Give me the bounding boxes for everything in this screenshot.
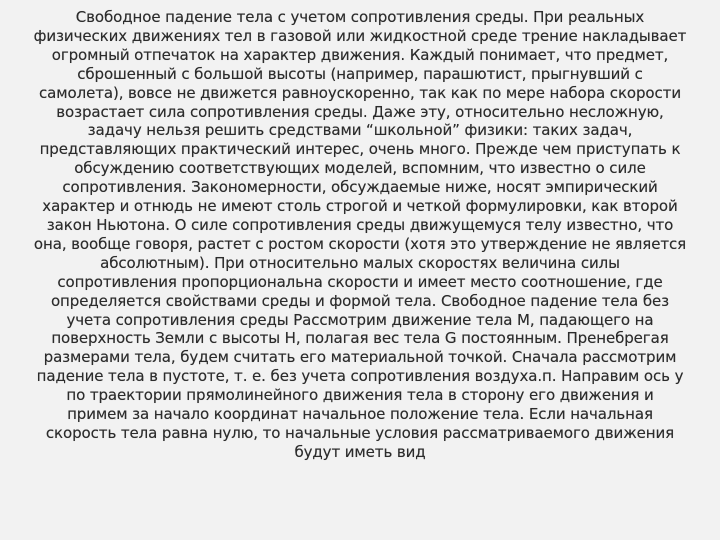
text-line: самолета), вовсе не движется равноускоренно, так как по мере набора скорости	[39, 83, 681, 102]
text-line: падение тела в пустоте, т. е. без учета сопротивления воздуха.п. Направим ось у	[36, 367, 684, 386]
text-line: скорость тела равна нулю, то начальные условия рассматриваемого движения	[45, 423, 675, 442]
text-line: примем за начало координат начальное положение тела. Если начальная	[67, 405, 653, 424]
text-line: учета сопротивления среды Рассмотрим движение тела М, падающего на	[66, 310, 654, 329]
text-line: огромный отпечаток на характер движения. Каждый понимает, что предмет,	[51, 45, 669, 64]
text-line: определяется свойствами среды и формой тела. Свободное падение тела без	[50, 291, 670, 310]
text-line: сброшенный с большой высоты (например, парашютист, прыгнувший с	[77, 64, 643, 83]
text-line: физических движениях тел в газовой или жидкостной среде трение накладывает	[33, 26, 687, 45]
text-line: абсолютным). При относительно малых скоростях величина силы	[100, 253, 620, 272]
text-line: обсуждению соответствующих моделей, вспомним, что известно о силе	[74, 159, 646, 178]
text-line: закон Ньютона. О силе сопротивления среды движущемуся телу известно, что	[46, 215, 674, 234]
text-line: представляющих практический интерес, очень много. Прежде чем приступать к	[39, 140, 681, 159]
text-line: характер и отнюдь не имеют столь строгой и четкой формулировки, как второй	[42, 197, 678, 216]
text-line: возрастает сила сопротивления среды. Даже эту, относительно несложную,	[56, 102, 664, 121]
text-line: сопротивления. Закономерности, обсуждаемые ниже, носят эмпирический	[62, 178, 658, 197]
text-line: она, вообще говоря, растет с ростом скорости (хотя это утверждение не является	[33, 234, 687, 253]
text-line: размерами тела, будем считать его материальной точкой. Сначала рассмотрим	[43, 348, 677, 367]
text-line: будут иметь вид	[294, 442, 426, 461]
body-text	[0, 8, 720, 462]
text-line: сопротивления пропорциональна скорости и имеет место соотношение, где	[57, 272, 663, 291]
text-line: по траектории прямолинейного движения тела в сторону его движения и	[66, 386, 654, 405]
text-line: поверхность Земли с высоты Н, полагая вес тела G постоянным. Пренебрегая	[51, 329, 669, 348]
text-line: Свободное падение тела с учетом сопротивления среды. При реальных	[75, 8, 645, 26]
text-line: задачу нельзя решить средствами “школьной” физики: таких задач,	[87, 121, 633, 140]
